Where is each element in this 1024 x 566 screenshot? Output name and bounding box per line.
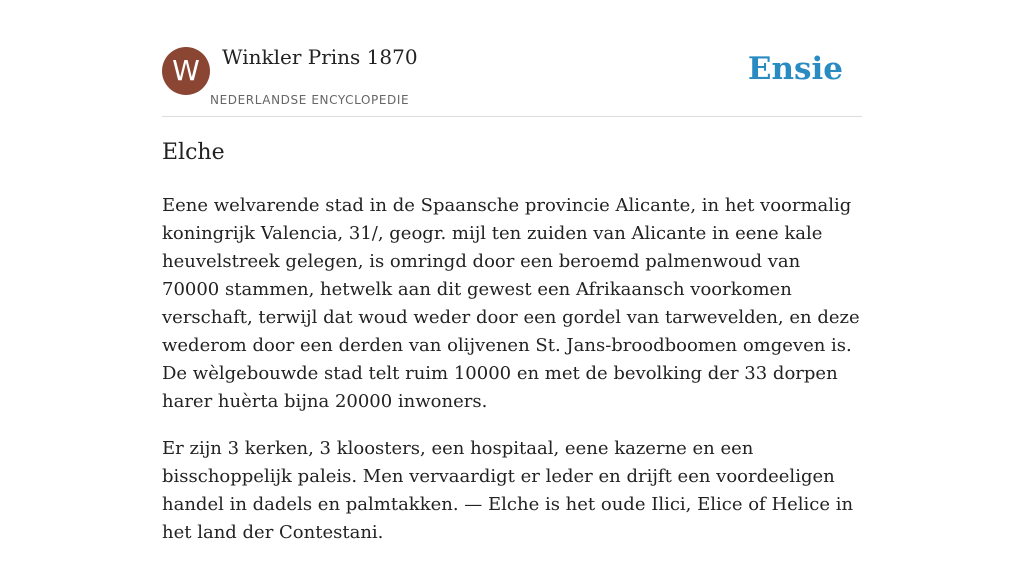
source-subtitle: NEDERLANDSE ENCYCLOPEDIE <box>210 93 410 107</box>
brand-logo-link[interactable]: Ensie <box>747 51 843 87</box>
source-avatar[interactable]: W <box>162 47 210 95</box>
article-body <box>162 192 862 566</box>
article-paragraph: Er zijn 3 kerken, 3 kloosters, een hospitaal, eene kazerne en een bisschoppelijk paleis. Men vervaardigt er leder en drijft een voordeeligen handel in dadels en palmtakken. — Elche is het oude Ilici, Elice of Helice in het land der Contestani. <box>162 438 854 543</box>
source-title-link[interactable]: Winkler Prins 1870 <box>222 45 418 69</box>
source-header <box>162 0 862 117</box>
article-paragraph: Eene welvarende stad in de Spaansche provincie Alicante, in het voormalig koningrijk Valencia, 31/, geogr. mijl ten zuiden van Alicante in eene kale heuvelstreek gelegen, is omringd door een beroemd palmenwoud van 70000 stammen, hetwelk aan dit gewest een Afrikaansch voorkomen verschaft, terwijl dat woud weder door een gordel van tarwevelden, en deze wederom door een derden van olijvenen St. Jans-broodboomen omgeven is. De wèlgebouwde stad telt ruim 10000 en met de bevolking der 33 dorpen harer huèrta bijna 20000 inwoners. <box>162 195 860 412</box>
article-title: Elche <box>162 140 225 165</box>
